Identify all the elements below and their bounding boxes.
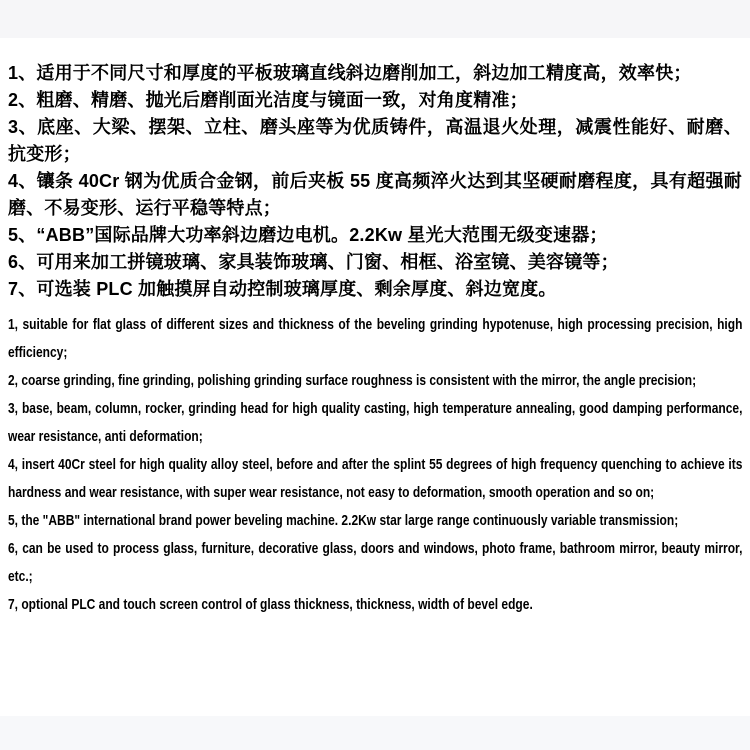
spec-item-zh-7: 7、可选装 PLC 加触摸屏自动控制玻璃厚度、剩余厚度、斜边宽度。 [8, 279, 557, 299]
spec-item-en-2: 2, coarse grinding, fine grinding, polishing grinding surface roughness is consistent with the mirror, the angle precision; [8, 372, 697, 389]
product-description-content [8, 60, 742, 619]
spec-item-en-5: 5, the "ABB" international brand power beveling machine. 2.2Kw star large range continuously variable transmission; [8, 512, 679, 529]
specs-section-english [8, 311, 742, 619]
page-bottom-edge-band [0, 716, 750, 750]
spec-item-zh-2: 2、粗磨、精磨、抛光后磨削面光洁度与镜面一致，对角度精准； [8, 90, 528, 110]
spec-item-zh-1: 1、适用于不同尺寸和厚度的平板玻璃直线斜边磨削加工，斜边加工精度高，效率快； [8, 63, 692, 83]
specs-section-chinese [8, 60, 742, 303]
spec-item-en-3: 3, base, beam, column, rocker, grinding head for high quality casting, high temperature annealing, good damping performance, wear resistance, anti deformation; [8, 400, 743, 445]
spec-item-zh-3: 3、底座、大梁、摆架、立柱、磨头座等为优质铸件，高温退火处理，减震性能好、耐磨、抗变形； [8, 117, 742, 164]
page-top-edge-band [0, 0, 750, 38]
spec-item-en-6: 6, can be used to process glass, furniture, decorative glass, doors and windows, photo frame, bathroom mirror, beauty mirror, etc.; [8, 540, 743, 585]
spec-item-en-1: 1, suitable for flat glass of different sizes and thickness of the beveling grinding hypotenuse, high processing precision, high efficiency; [8, 316, 743, 361]
spec-item-en-4: 4, insert 40Cr steel for high quality alloy steel, before and after the splint 55 degrees of high frequency quenching to achieve its hardness and wear resistance, with super wear resistance, not easy to deformation, smooth operation and so on; [8, 456, 743, 501]
spec-item-zh-6: 6、可用来加工拼镜玻璃、家具装饰玻璃、门窗、相框、浴室镜、美容镜等； [8, 252, 619, 272]
spec-item-zh-5: 5、“ABB”国际品牌大功率斜边磨边电机。2.2Kw 星光大范围无级变速器； [8, 225, 608, 245]
spec-item-en-7: 7, optional PLC and touch screen control of glass thickness, thickness, width of bevel edge. [8, 596, 533, 613]
spec-item-zh-4: 4、镶条 40Cr 钢为优质合金钢，前后夹板 55 度高频淬火达到其坚硬耐磨程度，具有超强耐磨、不易变形、运行平稳等特点； [8, 171, 742, 218]
